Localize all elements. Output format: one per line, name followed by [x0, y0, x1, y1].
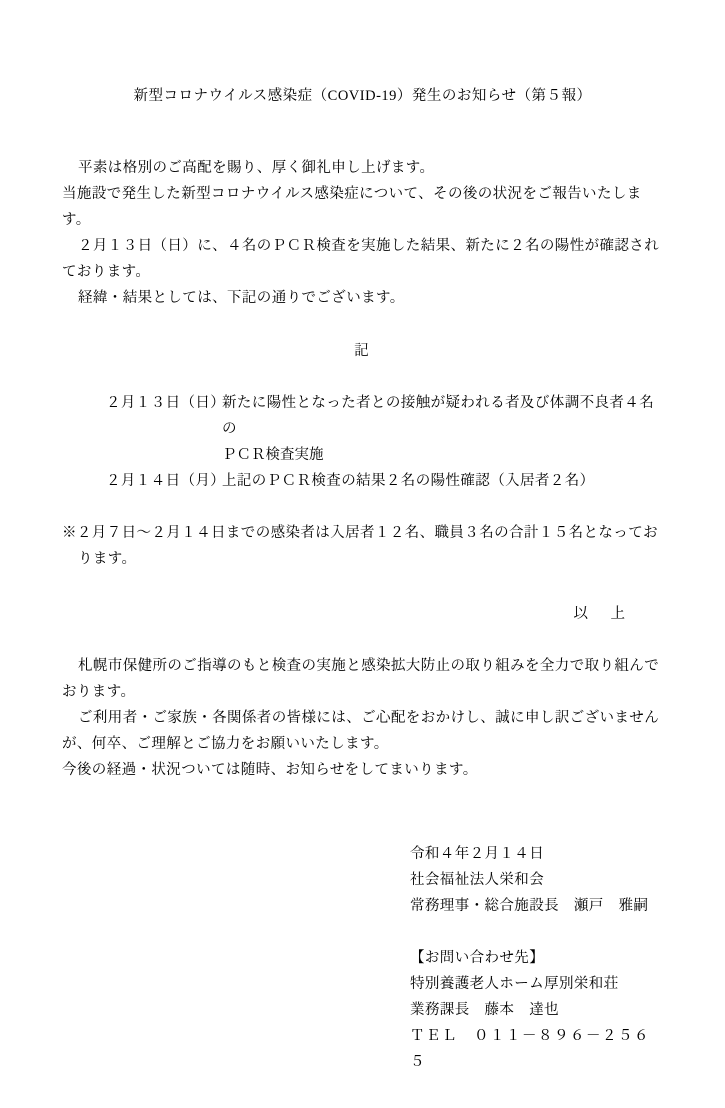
schedule-desc: 新たに陽性となった者との接触が疑われる者及び体調不良者４名の — [222, 395, 655, 437]
intro-line-4: ております。 — [62, 264, 151, 280]
signature-block — [62, 841, 663, 919]
note-line-1: ※２月７日～２月１４日までの感染者は入居者１２名、職員３名の合計１５名となってお — [62, 525, 658, 541]
schedule-desc-continued: ＰＣＲ検査実施 — [222, 447, 324, 463]
intro-line-1: 平素は格別のご高配を賜り、厚く御礼申し上げます。 — [78, 160, 435, 176]
intro-paragraph — [62, 155, 663, 311]
note-line-2: ります。 — [78, 551, 137, 567]
intro-line-3: ２月１３日（日）に、４名のＰＣＲ検査を実施した結果、新たに２名の陽性が確認され — [78, 238, 660, 254]
schedule-row-continuation — [62, 442, 663, 468]
signature-organization: 社会福祉法人栄和会 — [410, 872, 545, 888]
schedule-date: ２月１４日（月） — [106, 473, 226, 489]
closing-line-4: が、何卒、ご理解とご協力をお願いいたします。 — [62, 736, 389, 752]
contact-heading: 【お問い合わせ先】 — [410, 950, 545, 966]
ki-mark: 記 — [354, 343, 371, 359]
ijou-closing-mark: 以 上 — [573, 606, 629, 622]
page-title: 新型コロナウイルス感染症（COVID-19）発生のお知らせ（第５報） — [133, 88, 592, 104]
intro-line-2: 当施設で発生した新型コロナウイルス感染症について、その後の状況をご報告いたします。 — [62, 186, 642, 228]
contact-block — [62, 945, 663, 1075]
closing-line-1: 札幌市保健所のご指導のもと検査の実施と感染拡大防止の取り組みを全力で取り組んで — [78, 658, 660, 674]
schedule-date: ２月１３日（日） — [106, 395, 226, 411]
intro-line-5: 経緯・結果としては、下記の通りでございます。 — [78, 290, 405, 306]
schedule-list — [62, 390, 663, 494]
contact-telephone: ＴＥＬ ０１１－８９６－２５６５ — [410, 1028, 650, 1070]
closing-line-3: ご利用者・ご家族・各関係者の皆様には、ご心配をおかけし、誠に申し訳ございません — [78, 710, 660, 726]
schedule-row — [62, 468, 663, 494]
signature-date: 令和４年２月１４日 — [410, 846, 545, 862]
closing-line-5: 今後の経過・状況ついては随時、お知らせをしてまいります。 — [62, 762, 478, 778]
closing-paragraph — [62, 653, 663, 783]
contact-facility: 特別養護老人ホーム厚別栄和荘 — [410, 976, 619, 992]
schedule-row — [62, 390, 663, 442]
signature-name: 常務理事・総合施設長 瀬戸 雅嗣 — [410, 898, 649, 914]
infection-note — [62, 520, 663, 572]
contact-person: 業務課長 藤本 達也 — [410, 1002, 559, 1018]
schedule-desc: 上記のＰＣＲ検査の結果２名の陽性確認（入居者２名） — [222, 473, 595, 489]
closing-line-2: おります。 — [62, 684, 136, 700]
document-page — [0, 84, 725, 1108]
